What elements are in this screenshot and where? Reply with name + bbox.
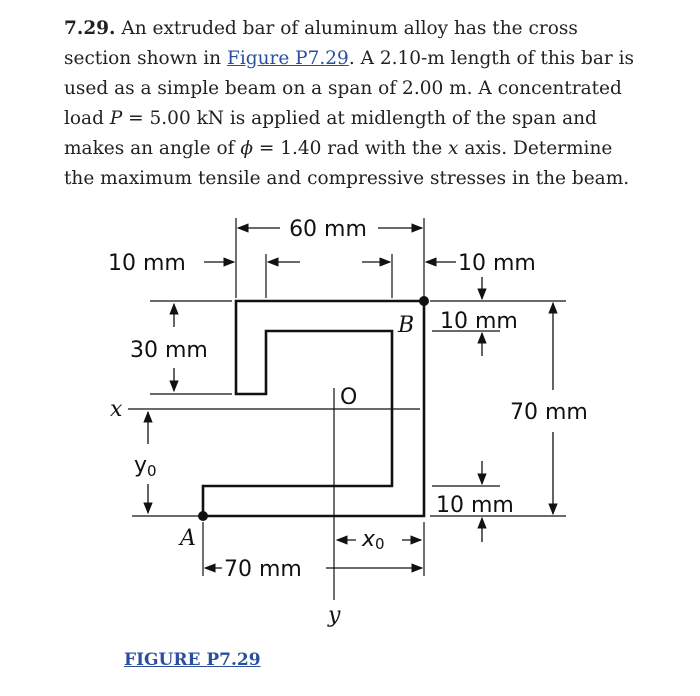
point-b-label: B — [398, 313, 415, 338]
top-width-label: 60 mm — [289, 217, 367, 242]
problem-text-1: An extruded bar of aluminum alloy has the cross section shown in — [64, 18, 578, 69]
lip-height-label: 30 mm — [130, 338, 208, 363]
problem-text-4: = 1.40 rad with the — [252, 138, 449, 159]
web-thickness-label: 10 mm — [458, 251, 536, 276]
axis-variable: x — [448, 138, 459, 159]
top-flange-thickness-label: 10 mm — [440, 309, 518, 334]
point-a-label: A — [180, 526, 196, 551]
x-axis-label: x — [110, 397, 123, 422]
bottom-flange-thickness-label: 10 mm — [436, 493, 514, 518]
y0-label: y0 — [134, 453, 157, 480]
problem-statement — [64, 14, 644, 194]
problem-text-5: axis. Determine the maximum tensile and compressive stresses in the beam. — [64, 138, 630, 189]
problem-number: 7.29. — [64, 18, 116, 39]
figure-link[interactable]: Figure P7.29 — [226, 48, 349, 69]
cross-section-figure — [0, 190, 700, 650]
problem-text-3: = 5.00 kN is applied at midlength of the span and makes an angle of — [64, 108, 597, 159]
lip-thickness-label: 10 mm — [108, 251, 186, 276]
bottom-width-label: 70 mm — [224, 557, 302, 582]
y-axis-label: y — [328, 603, 341, 628]
point-a-marker — [198, 511, 208, 521]
x0-label: x0 — [362, 527, 385, 553]
point-b-marker — [419, 296, 429, 306]
load-variable: P — [109, 108, 123, 129]
problem-text-2: . A 2.10-m length of this bar is used as a simple beam on a span of 2.00 m. A concentrated load — [64, 48, 635, 129]
total-height-label: 70 mm — [510, 400, 588, 425]
angle-variable: ϕ — [240, 138, 253, 159]
figure-caption[interactable]: FIGURE P7.29 — [124, 650, 261, 670]
origin-label: O — [340, 385, 358, 410]
